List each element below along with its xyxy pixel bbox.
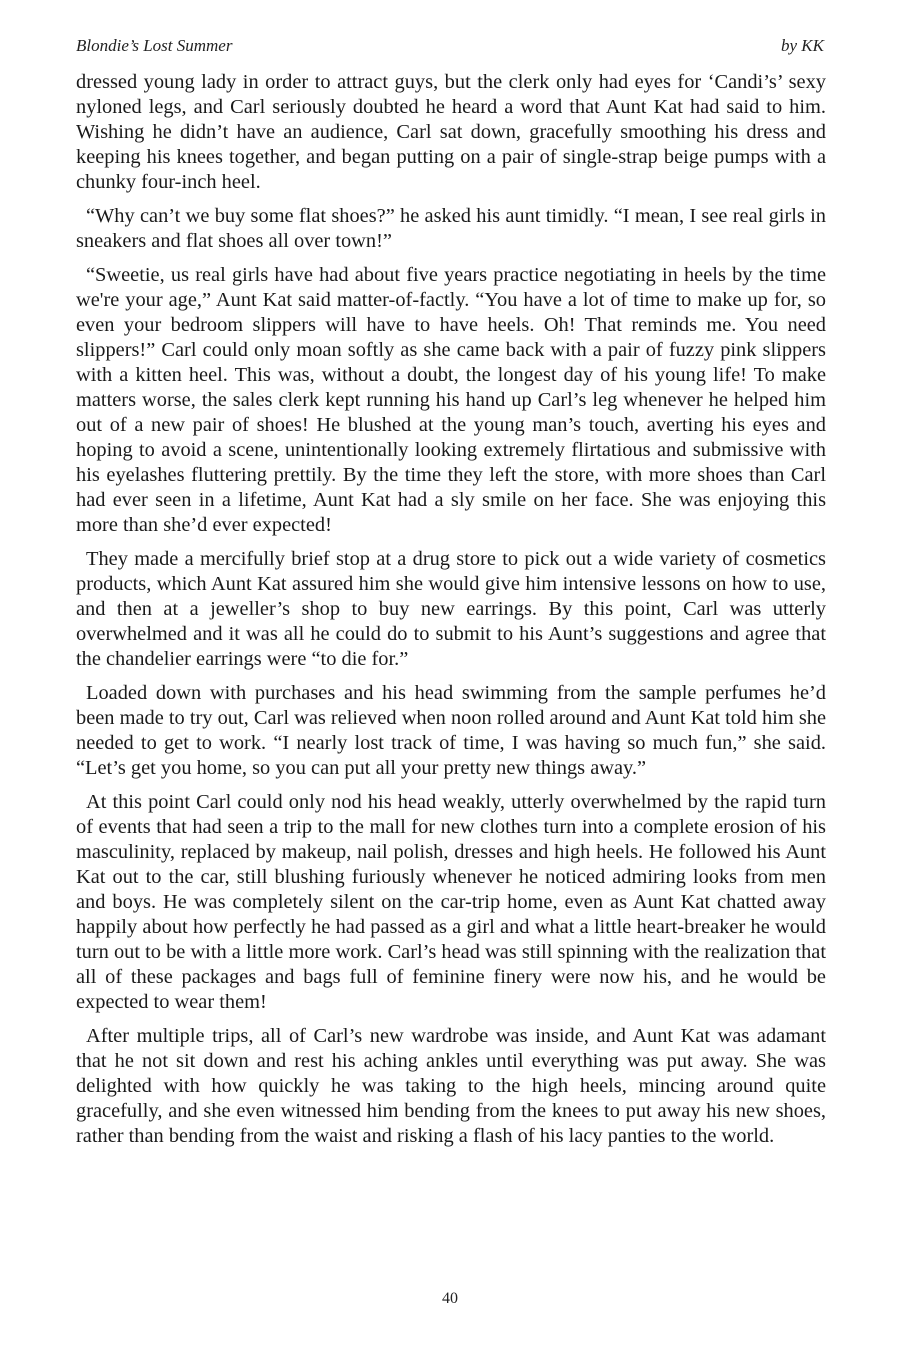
paragraph: dressed young lady in order to attract guys, but the clerk only had eyes for ‘Candi’s’ sexy nyloned legs, and Carl seriously doubted he heard a word that Aunt Kat had said to him. Wishing he didn’t have an audience, Carl sat down, gracefully smoothing his dress and keeping his knees together, and began putting on a pair of single-strap beige pumps with a chunky four-inch heel. [76, 71, 826, 193]
paragraph: “Sweetie, us real girls have had about five years practice negotiating in heels by the time we're your age,” Aunt Kat said matter-of-factly. “You have a lot of time to make up for, so even your bedroom slippers will have to have heels. Oh! That reminds me. You need slippers!” Carl could only moan softly as she came back with a pair of fuzzy pink slippers with a kitten heel. This was, without a doubt, the longest day of his young life! To make matters worse, the sales clerk kept running his hand up Carl’s leg whenever he helped him out of a new pair of shoes! He blushed at the young man’s touch, averting his eyes and hoping to avoid a scene, unintentionally looking extremely flirtatious and submissive with his eyelashes fluttering prettily. By the time they left the store, with more shoes than Carl had ever seen in a lifetime, Aunt Kat had a sly smile on her face. She was enjoying this more than she’d ever expected! [76, 264, 826, 536]
paragraph: After multiple trips, all of Carl’s new wardrobe was inside, and Aunt Kat was adamant that he not sit down and rest his aching ankles until everything was put away. She was delighted with how quickly he was taking to the high heels, mincing around quite gracefully, and she even witnessed him bending from the knees to put away his new shoes, rather than bending from the waist and risking a flash of his lacy panties to the world. [76, 1025, 826, 1147]
book-title: Blondie’s Lost Summer [76, 36, 233, 55]
paragraph: “Why can’t we buy some flat shoes?” he asked his aunt timidly. “I mean, I see real girls in sneakers and flat shoes all over town!” [76, 205, 826, 252]
running-header [76, 36, 824, 58]
page-number: 40 [442, 1290, 458, 1307]
paragraph: Loaded down with purchases and his head swimming from the sample perfumes he’d been made to try out, Carl was relieved when noon rolled around and Aunt Kat told him she needed to get to work. “I nearly lost track of time, I was having so much fun,” she said. “Let’s get you home, so you can put all your pretty new things away.” [76, 682, 826, 779]
body-text [76, 70, 826, 1158]
paragraph: They made a mercifully brief stop at a drug store to pick out a wide variety of cosmetics products, which Aunt Kat assured him she would give him intensive lessons on how to use, and then at a jeweller’s shop to buy new earrings. By this point, Carl was utterly overwhelmed and it was all he could do to submit to his Aunt’s suggestions and agree that the chandelier earrings were “to die for.” [76, 548, 826, 670]
author-byline: by KK [781, 36, 824, 55]
paragraph: At this point Carl could only nod his head weakly, utterly overwhelmed by the rapid turn of events that had seen a trip to the mall for new clothes turn into a complete erosion of his masculinity, replaced by makeup, nail polish, dresses and high heels. He followed his Aunt Kat out to the car, still blushing furiously whenever he noticed admiring looks from men and boys. He was completely silent on the car-trip home, even as Aunt Kat chatted away happily about how perfectly he had passed as a girl and what a little heart-breaker he would turn out to be with a little more work. Carl’s head was still spinning with the realization that all of these packages and bags full of feminine finery were now his, and he would be expected to wear them! [76, 791, 826, 1013]
